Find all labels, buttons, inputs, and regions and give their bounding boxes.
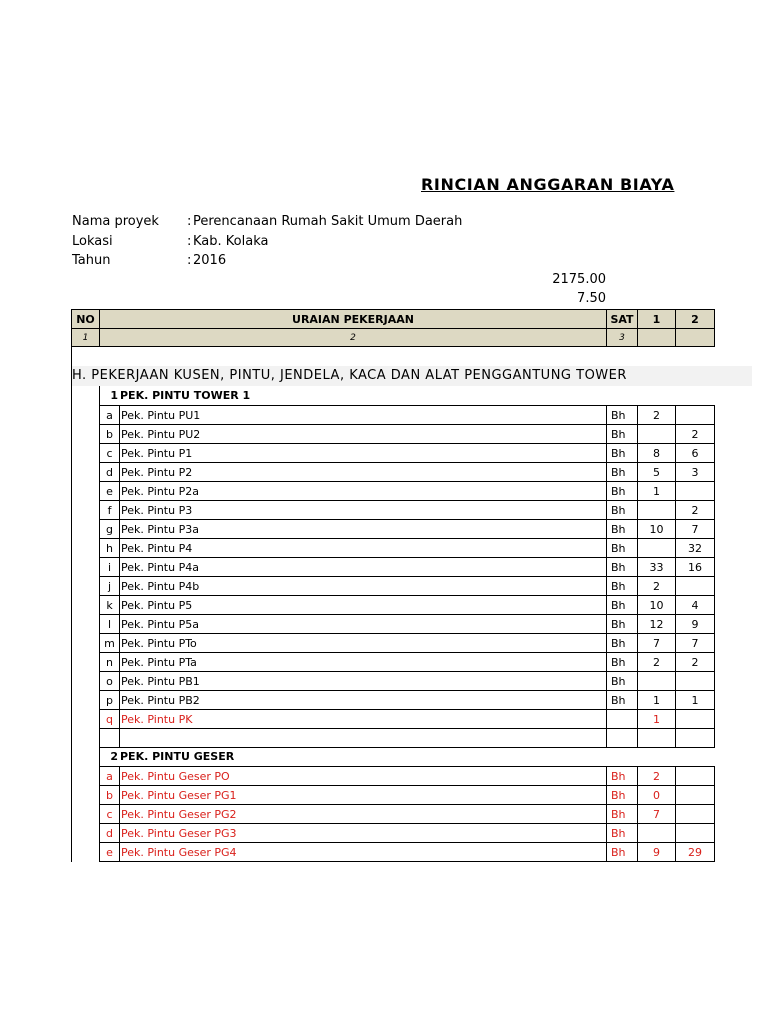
row-unit (606, 709, 638, 729)
row-letter: d (99, 823, 120, 843)
row-letter: e (99, 842, 120, 862)
row-unit: Bh (606, 633, 638, 653)
year-value: 2016 (193, 253, 227, 268)
row-letter: l (99, 614, 120, 634)
row-qty-1: 2 (637, 766, 676, 786)
header-sat: SAT (606, 309, 638, 329)
subheader-col-1 (637, 328, 676, 347)
row-unit: Bh (606, 443, 638, 463)
row-unit: Bh (606, 405, 638, 425)
row-unit: Bh (606, 614, 638, 634)
row-description: Pek. Pintu PB1 (119, 671, 607, 691)
row-qty-2: 4 (675, 595, 715, 615)
row-unit: Bh (606, 823, 638, 843)
table-left-border (71, 346, 72, 862)
row-qty-1: 5 (637, 462, 676, 482)
colon: : (187, 234, 192, 249)
row-description: Pek. Pintu P2a (119, 481, 607, 501)
row-qty-2 (675, 766, 715, 786)
row-qty-1: 8 (637, 443, 676, 463)
row-qty-2 (675, 405, 715, 425)
section-h-title: H. PEKERJAAN KUSEN, PINTU, JENDELA, KACA DAN ALAT PENGGANTUNG TOWER (72, 366, 752, 386)
row-description: Pek. Pintu Geser PG1 (119, 785, 607, 805)
row-description: Pek. Pintu P1 (119, 443, 607, 463)
row-qty-1: 0 (637, 785, 676, 805)
row-unit: Bh (606, 538, 638, 558)
row-description: Pek. Pintu PU2 (119, 424, 607, 444)
row-letter: m (99, 633, 120, 653)
project-name-label: Nama proyek (72, 214, 159, 229)
meta-project (72, 214, 462, 229)
row-qty-2: 2 (675, 424, 715, 444)
row-qty-2 (675, 823, 715, 843)
row-qty-2: 1 (675, 690, 715, 710)
header-no: NO (71, 309, 100, 329)
row-description: Pek. Pintu P4b (119, 576, 607, 596)
row-unit: Bh (606, 804, 638, 824)
row-unit: Bh (606, 424, 638, 444)
page-title: RINCIAN ANGGARAN BIAYA (421, 175, 675, 194)
row-unit: Bh (606, 462, 638, 482)
row-description: Pek. Pintu P5a (119, 614, 607, 634)
row-letter: f (99, 500, 120, 520)
header-col-2: 2 (675, 309, 715, 329)
row-qty-1: 2 (637, 405, 676, 425)
row-description: Pek. Pintu P4a (119, 557, 607, 577)
row-description: Pek. Pintu PU1 (119, 405, 607, 425)
row-letter: o (99, 671, 120, 691)
colon: : (187, 214, 192, 229)
row-description: Pek. Pintu P3a (119, 519, 607, 539)
row-qty-2: 7 (675, 633, 715, 653)
row-qty-1: 2 (637, 652, 676, 672)
row-qty-2: 7 (675, 519, 715, 539)
colon: : (187, 253, 192, 268)
row-qty-1 (637, 671, 676, 691)
row-qty-2: 32 (675, 538, 715, 558)
row-qty-1: 7 (637, 633, 676, 653)
row-unit: Bh (606, 500, 638, 520)
row-qty-2 (675, 576, 715, 596)
subheader-uraian: 2 (99, 328, 607, 347)
grid-line (99, 386, 100, 405)
row-qty-2: 2 (675, 500, 715, 520)
row-qty-1: 9 (637, 842, 676, 862)
project-name-value: Perencanaan Rumah Sakit Umum Daerah (193, 214, 463, 229)
row-letter: n (99, 652, 120, 672)
row-unit: Bh (606, 595, 638, 615)
row-qty-1: 1 (637, 690, 676, 710)
row-unit: Bh (606, 690, 638, 710)
row-qty-2 (675, 671, 715, 691)
row-letter: q (99, 709, 120, 729)
subheader-col-2 (675, 328, 715, 347)
row-letter: b (99, 785, 120, 805)
empty-cell (119, 728, 607, 748)
row-description: Pek. Pintu PB2 (119, 690, 607, 710)
row-qty-2: 16 (675, 557, 715, 577)
row-qty-2 (675, 481, 715, 501)
row-letter: c (99, 804, 120, 824)
row-description: Pek. Pintu Geser PO (119, 766, 607, 786)
group-no: 1 (110, 389, 118, 402)
row-unit: Bh (606, 652, 638, 672)
row-description: Pek. Pintu PK (119, 709, 607, 729)
header-col-1: 1 (637, 309, 676, 329)
row-letter: j (99, 576, 120, 596)
row-description: Pek. Pintu Geser PG2 (119, 804, 607, 824)
row-letter: e (99, 481, 120, 501)
row-qty-1: 1 (637, 481, 676, 501)
row-unit: Bh (606, 766, 638, 786)
subheader-no: 1 (71, 328, 100, 347)
row-unit: Bh (606, 576, 638, 596)
row-qty-2 (675, 804, 715, 824)
meta-year (72, 253, 226, 268)
subheader-sat: 3 (606, 328, 638, 347)
group-title: PEK. PINTU GESER (120, 750, 235, 763)
row-qty-1: 12 (637, 614, 676, 634)
row-description: Pek. Pintu P3 (119, 500, 607, 520)
row-qty-1: 1 (637, 709, 676, 729)
row-letter: k (99, 595, 120, 615)
row-unit: Bh (606, 785, 638, 805)
row-letter: a (99, 766, 120, 786)
row-letter: p (99, 690, 120, 710)
row-qty-1 (637, 424, 676, 444)
row-qty-2 (675, 709, 715, 729)
group-no: 2 (110, 750, 118, 763)
row-description: Pek. Pintu Geser PG3 (119, 823, 607, 843)
year-label: Tahun (72, 253, 111, 268)
row-qty-2: 29 (675, 842, 715, 862)
row-qty-1: 33 (637, 557, 676, 577)
empty-cell (675, 728, 715, 748)
row-description: Pek. Pintu Geser PG4 (119, 842, 607, 862)
empty-cell (637, 728, 676, 748)
row-qty-2 (675, 785, 715, 805)
row-letter: c (99, 443, 120, 463)
grid-line (99, 747, 100, 766)
row-qty-1 (637, 500, 676, 520)
row-letter: h (99, 538, 120, 558)
meta-location (72, 234, 268, 249)
row-qty-2: 9 (675, 614, 715, 634)
empty-cell (99, 728, 120, 748)
row-qty-1: 2 (637, 576, 676, 596)
empty-cell (606, 728, 638, 748)
row-description: Pek. Pintu P4 (119, 538, 607, 558)
value-1: 2175.00 (552, 272, 606, 287)
row-letter: i (99, 557, 120, 577)
row-qty-2: 3 (675, 462, 715, 482)
location-value: Kab. Kolaka (193, 234, 269, 249)
row-unit: Bh (606, 557, 638, 577)
row-unit: Bh (606, 842, 638, 862)
row-qty-1 (637, 823, 676, 843)
row-qty-1: 10 (637, 595, 676, 615)
row-description: Pek. Pintu PTa (119, 652, 607, 672)
row-description: Pek. Pintu P5 (119, 595, 607, 615)
row-letter: a (99, 405, 120, 425)
row-unit: Bh (606, 481, 638, 501)
row-letter: b (99, 424, 120, 444)
row-unit: Bh (606, 671, 638, 691)
row-unit: Bh (606, 519, 638, 539)
group-title: PEK. PINTU TOWER 1 (120, 389, 251, 402)
row-qty-1: 10 (637, 519, 676, 539)
row-qty-1 (637, 538, 676, 558)
row-description: Pek. Pintu P2 (119, 462, 607, 482)
row-description: Pek. Pintu PTo (119, 633, 607, 653)
header-uraian: URAIAN PEKERJAAN (99, 309, 607, 329)
value-2: 7.50 (577, 291, 606, 306)
row-qty-2: 6 (675, 443, 715, 463)
location-label: Lokasi (72, 234, 113, 249)
row-qty-2: 2 (675, 652, 715, 672)
row-letter: d (99, 462, 120, 482)
row-qty-1: 7 (637, 804, 676, 824)
row-letter: g (99, 519, 120, 539)
